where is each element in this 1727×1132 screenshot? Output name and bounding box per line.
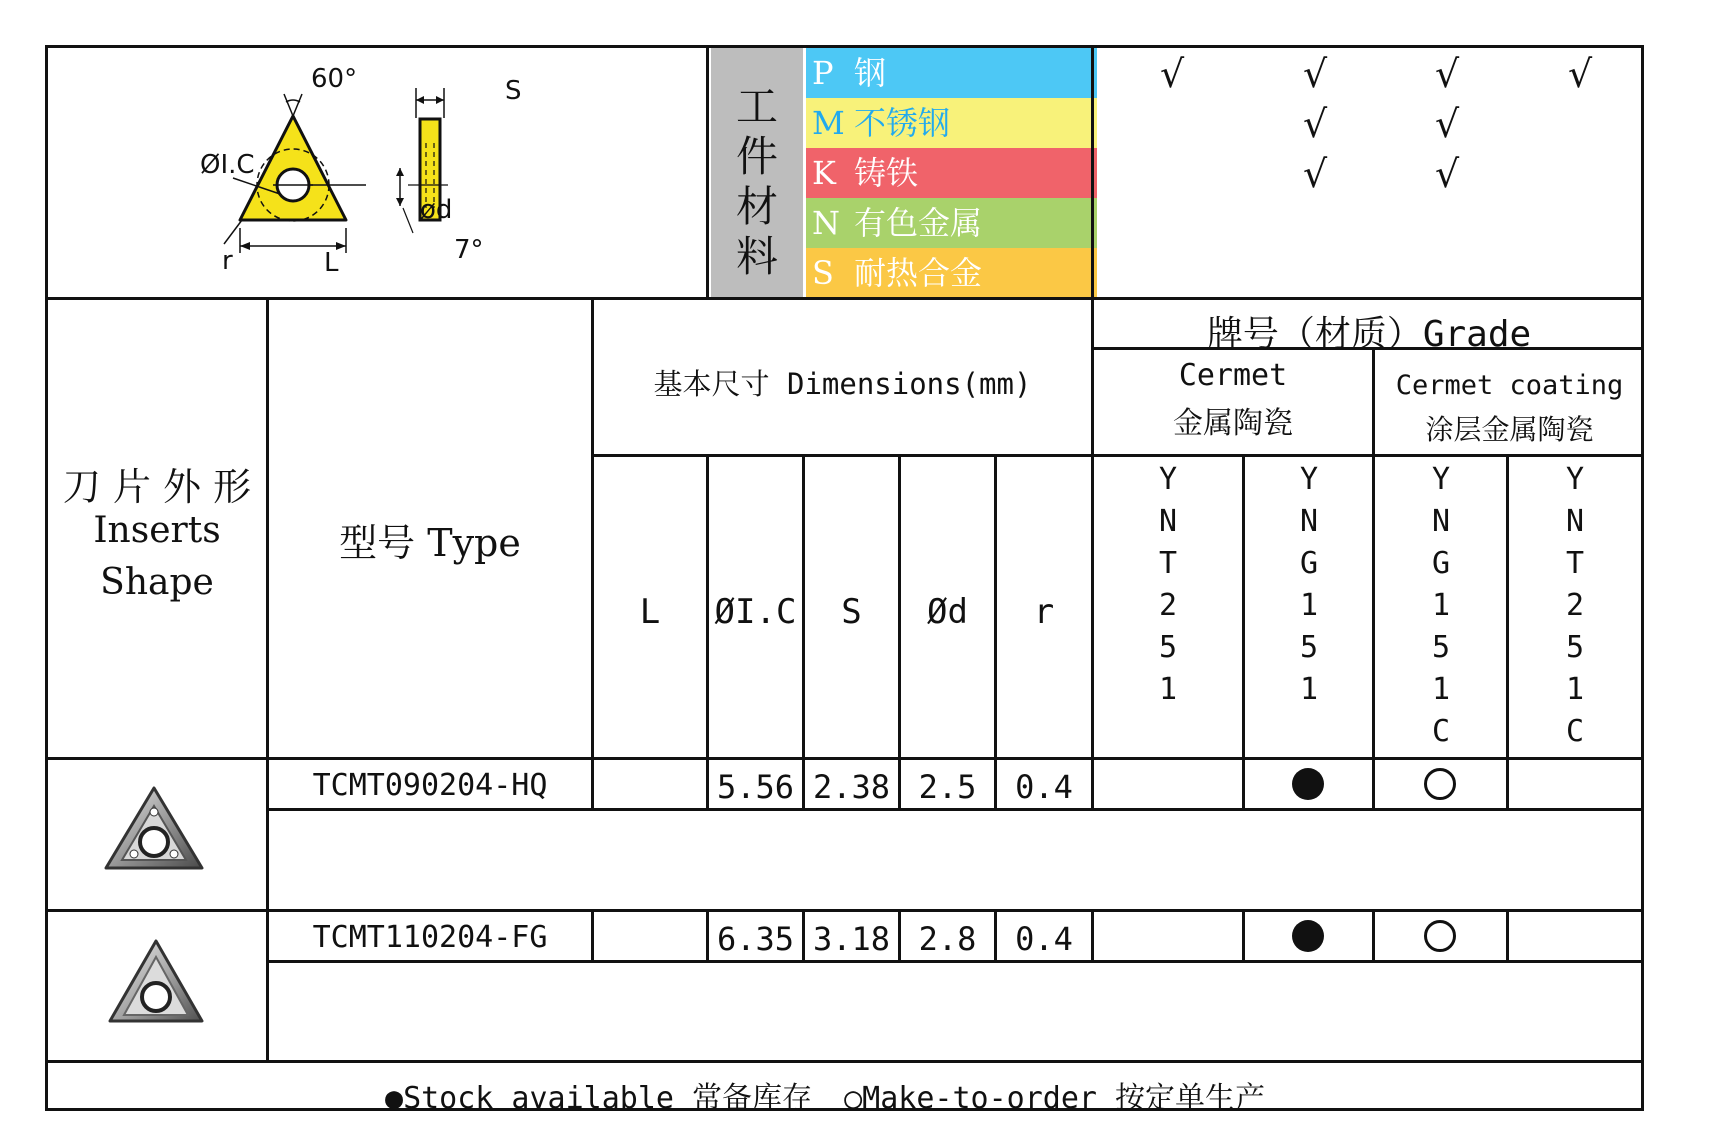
grade-1-char: T <box>1158 546 1178 581</box>
grade-2-char: 1 <box>1299 672 1319 707</box>
check-mark-k-3: √ <box>1435 152 1460 196</box>
shape-label-cn: 刀 片 外 形 <box>62 465 252 509</box>
grade-3-char: 5 <box>1431 630 1451 665</box>
material-name: 耐热合金 <box>854 254 983 292</box>
row-2-yng151c-order-circle <box>1424 920 1456 952</box>
grade-3-char: Y <box>1431 462 1451 497</box>
material-code: M <box>812 104 845 142</box>
row-1-ic: 5.56 <box>716 768 795 806</box>
grid-line <box>1091 45 1094 297</box>
d-label: ød <box>420 195 453 225</box>
row-1-type: TCMT090204-HQ <box>312 768 548 803</box>
grid-line <box>706 45 709 297</box>
workpiece-title-cell <box>711 48 803 298</box>
row-1-r: 0.4 <box>1015 768 1073 806</box>
grade-4-char: 2 <box>1565 588 1585 623</box>
grade-header: 牌号（材质）Grade <box>1206 314 1532 355</box>
grid-line <box>1242 454 1245 808</box>
insert-shape-image-2 <box>100 935 212 1035</box>
dim-col-ic: ØI.C <box>714 592 797 632</box>
check-mark-p-3: √ <box>1435 52 1460 96</box>
check-mark-p-4: √ <box>1568 52 1593 96</box>
r-label: r <box>222 246 233 276</box>
grade-4-char: C <box>1565 714 1585 749</box>
grade-2-char: 1 <box>1299 588 1319 623</box>
grade-4-char: N <box>1565 504 1585 539</box>
grade-1-char: Y <box>1158 462 1178 497</box>
grade-4-char: T <box>1565 546 1585 581</box>
check-mark-p-2: √ <box>1303 52 1328 96</box>
cermet-header-en: Cermet <box>1178 358 1288 393</box>
coating-header-en: Cermet coating <box>1395 370 1624 401</box>
grade-4-char: 5 <box>1565 630 1585 665</box>
type-header: 型号 Type <box>339 521 521 565</box>
material-m <box>806 98 1097 148</box>
grid-line <box>266 808 1644 811</box>
legend <box>385 1073 1265 1117</box>
row-1-yng151c-order-circle <box>1424 768 1456 800</box>
material-name: 铸铁 <box>854 154 919 192</box>
grid-line <box>1506 454 1509 808</box>
material-k <box>806 148 1097 198</box>
grid-line <box>45 757 1644 760</box>
dim-col-d: Ød <box>927 592 968 632</box>
grade-2-char: G <box>1299 546 1319 581</box>
workpiece-char-1: 工 <box>735 82 778 131</box>
grade-2-char: Y <box>1299 462 1319 497</box>
material-n <box>806 198 1097 248</box>
workpiece-char-3: 材 <box>735 182 778 231</box>
row-1-d: 2.5 <box>918 768 977 806</box>
check-mark-k-2: √ <box>1303 152 1328 196</box>
grid-line <box>45 909 1644 912</box>
stock-label: Stock available 常备库存 <box>403 1081 813 1116</box>
material-code: K <box>812 154 836 192</box>
cermet-header-cn: 金属陶瓷 <box>1173 406 1293 441</box>
insert-diagram <box>48 48 708 296</box>
grid-line <box>1091 909 1094 960</box>
stock-symbol: ● <box>385 1081 404 1116</box>
grade-4-char: Y <box>1565 462 1585 497</box>
grid-line <box>45 1060 1644 1063</box>
material-s <box>806 248 1097 298</box>
grade-3-char: G <box>1431 546 1451 581</box>
grade-1-char: 5 <box>1158 630 1178 665</box>
material-code: P <box>812 54 834 92</box>
material-list <box>806 48 1091 298</box>
grade-2-char: N <box>1299 504 1319 539</box>
row-2-r: 0.4 <box>1015 920 1073 958</box>
dimensions-header: 基本尺寸 Dimensions(mm) <box>653 367 1032 401</box>
grade-3-char: C <box>1431 714 1451 749</box>
grade-3-char: 1 <box>1431 672 1451 707</box>
dim-col-r: r <box>1033 592 1055 632</box>
grid-line <box>591 454 1644 457</box>
relief-angle-label: 7° <box>454 235 484 265</box>
dim-col-s: S <box>841 592 862 632</box>
grade-2-char: 5 <box>1299 630 1319 665</box>
shape-label-en-1: Inserts <box>93 510 221 551</box>
row-2-yng151-stock-dot <box>1292 920 1324 952</box>
grade-3-char: N <box>1431 504 1451 539</box>
angle-label: 60° <box>311 64 358 94</box>
grid-line <box>591 909 594 960</box>
coating-header-cn: 涂层金属陶瓷 <box>1425 413 1594 446</box>
order-symbol: ○ <box>844 1081 863 1116</box>
ic-label: ØI.C <box>200 150 255 180</box>
grade-1-char: 1 <box>1158 672 1178 707</box>
grid-line <box>1242 909 1245 960</box>
row-2-ic: 6.35 <box>716 920 795 958</box>
grid-line <box>266 960 1644 963</box>
order-label: Make-to-order 按定单生产 <box>862 1081 1266 1116</box>
shape-label-en-2: Shape <box>100 562 214 603</box>
grade-1-char: 2 <box>1158 588 1178 623</box>
dim-col-l: L <box>639 592 661 632</box>
row-1-yng151-stock-dot <box>1292 768 1324 800</box>
s-label: S <box>505 76 522 106</box>
grid-line <box>45 297 1644 300</box>
check-mark-m-3: √ <box>1435 102 1460 146</box>
grid-line <box>1506 909 1509 960</box>
row-1-s: 2.38 <box>812 768 891 806</box>
material-name: 有色金属 <box>854 204 983 242</box>
grade-3-char: 1 <box>1431 588 1451 623</box>
workpiece-char-2: 件 <box>735 132 778 181</box>
check-mark-p-1: √ <box>1160 52 1185 96</box>
l-label: L <box>324 248 339 278</box>
material-name: 不锈钢 <box>854 104 951 142</box>
grade-4-char: 1 <box>1565 672 1585 707</box>
check-mark-m-2: √ <box>1303 102 1328 146</box>
material-p <box>806 48 1097 98</box>
material-code: S <box>812 254 834 292</box>
material-name: 钢 <box>854 54 887 92</box>
insert-shape-image-1 <box>98 782 210 882</box>
material-code: N <box>812 204 840 242</box>
row-2-type: TCMT110204-FG <box>312 920 548 955</box>
grid-line <box>1372 909 1375 960</box>
row-2-d: 2.8 <box>918 920 977 958</box>
grade-1-char: N <box>1158 504 1178 539</box>
workpiece-char-4: 料 <box>735 232 778 281</box>
row-2-s: 3.18 <box>812 920 891 958</box>
